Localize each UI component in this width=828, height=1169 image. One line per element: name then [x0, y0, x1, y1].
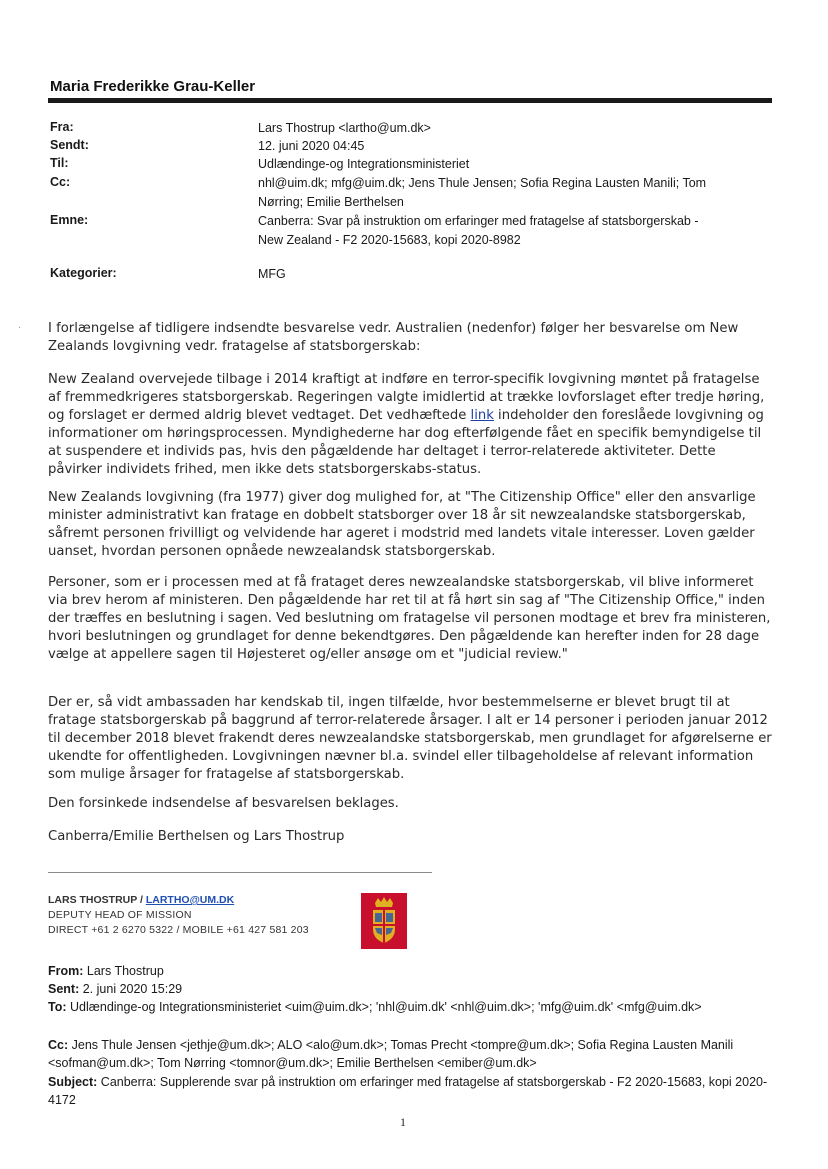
paragraph-text-after-link: indeholder den foreslåede lovgivning og informationer om høringsprocessen. Myndighederne har dog efterfølgende fået en specifik bemyndigelse til at suspendere et individs pas, hvis den pågældende har deltaget i terror-relaterede aktiviteter. Dette påvirker individets frihed, men ikke dets statsborgerskabs-status. — [48, 408, 764, 477]
fwd-subject — [48, 1073, 778, 1109]
fwd-to-label: To: — [48, 1000, 67, 1014]
fwd-sent-value: 2. juni 2020 15:29 — [82, 982, 183, 996]
fwd-from-label: From: — [48, 964, 84, 978]
fwd-from-value: Lars Thostrup — [86, 964, 164, 978]
categories-label: Kategorier: — [50, 266, 117, 280]
to-value: Udlændinge-og Integrationsministeriet — [258, 157, 470, 171]
header-divider — [48, 98, 772, 103]
categories-value: MFG — [258, 267, 286, 281]
from-value: Lars Thostrup <lartho@um.dk> — [258, 121, 431, 135]
fwd-sent-label: Sent: — [48, 982, 80, 996]
signature-divider — [48, 872, 432, 873]
from-label: Fra: — [50, 120, 74, 134]
attachment-link[interactable]: link — [470, 408, 494, 423]
signature-name-line — [48, 894, 234, 906]
to-label: Til: — [50, 156, 69, 170]
body-paragraph-3 — [48, 489, 772, 561]
subject-label: Emne: — [50, 213, 89, 227]
sent-value: 12. juni 2020 04:45 — [258, 139, 365, 153]
sent-label: Sendt: — [50, 138, 89, 152]
signature-phone: DIRECT +61 2 6270 5322 / MOBILE +61 427 581 203 — [48, 924, 309, 936]
signature-separator: / — [137, 894, 146, 906]
fwd-from — [48, 962, 778, 980]
fwd-to-value: Udlændinge-og Integrationsministeriet <uim@uim.dk>; 'nhl@uim.dk' <nhl@uim.dk>; 'mfg@uim.dk' <mfg@uim.dk> — [70, 1000, 702, 1014]
crest-cross-vertical — [383, 910, 385, 943]
paragraph-text: Den forsinkede indsendelse af besvarelsen beklages. — [48, 796, 399, 811]
fwd-cc-value: Jens Thule Jensen <jethje@um.dk>; ALO <alo@um.dk>; Tomas Precht <tompre@um.dk>; Sofia Regina Lausten Manili <sofman@um.dk>; Tom Nørring <tomnor@um.dk>; Emilie Berthelsen <emiber@um.dk> — [48, 1038, 734, 1070]
paragraph-text-before-link: New Zealand overvejede tilbage i 2014 kraftigt at indføre en terror-specifik lovgivning møntet på fratagelse af fremmedkrigeres statsborgerskab. Regeringen valgte imidlertid at trække lovforslaget efter tredje høring, og forslaget er dermed aldrig blevet vedtaget. Det vedhæftede — [48, 372, 765, 423]
crest-crown — [375, 897, 393, 907]
paragraph-text: I forlængelse af tidligere indsendte besvarelse vedr. Australien (nedenfor) følger her besvarelse om New Zealands lovgivning vedr. fratagelse af statsborgerskab: — [48, 321, 739, 354]
body-paragraph-6 — [48, 795, 772, 813]
body-paragraph-2 — [48, 371, 772, 479]
paragraph-text: Personer, som er i processen med at få frataget deres newzealandske statsborgerskab, vil blive informeret via brev herom af ministeren. Den pågældende har ret til at få hørt sin sag af "The Citizenship Office," inden der træffes en beslutning i sagen. Ved beslutning om fratagelse vil personen modtage et brev fra ministeren, hvori beslutningen og grundlaget for denne bekendtgøres. Den pågældende kan herefter inden for 28 dage vælge at appellere sagen til Højesteret og/eller ansøge om et "judicial review." — [48, 575, 771, 662]
crest-cross-horizontal — [373, 924, 395, 926]
subject-line-2: New Zealand - F2 2020-15683, kopi 2020-8982 — [258, 233, 521, 247]
subject-value — [258, 212, 758, 250]
paragraph-text: Canberra/Emilie Berthelsen og Lars Thostrup — [48, 829, 345, 844]
subject-line-1: Canberra: Svar på instruktion om erfaringer med fratagelse af statsborgerskab - — [258, 214, 699, 228]
body-paragraph-1 — [48, 320, 772, 356]
fwd-cc — [48, 1036, 778, 1072]
danish-crest-icon — [361, 893, 407, 949]
margin-mark: · — [18, 323, 22, 334]
cc-line-1: nhl@uim.dk; mfg@uim.dk; Jens Thule Jensen; Sofia Regina Lausten Manili; Tom — [258, 176, 707, 190]
mailbox-owner-name: Maria Frederikke Grau-Keller — [50, 78, 256, 95]
fwd-subject-value: Canberra: Supplerende svar på instruktion om erfaringer med fratagelse af statsborgerskab - F2 2020-15683, kopi 2020-4172 — [48, 1075, 768, 1107]
page-number: 1 — [400, 1115, 406, 1129]
fwd-to — [48, 998, 778, 1016]
signature-email-link[interactable]: LARTHO@UM.DK — [145, 894, 235, 906]
body-paragraph-5 — [48, 694, 772, 784]
cc-value — [258, 174, 758, 212]
cc-line-2: Nørring; Emilie Berthelsen — [258, 195, 404, 209]
body-paragraph-4 — [48, 574, 772, 664]
body-paragraph-7 — [48, 828, 772, 846]
cc-label: Cc: — [50, 175, 71, 189]
paragraph-text — [48, 371, 772, 479]
fwd-sent — [48, 980, 778, 998]
paragraph-text: Der er, så vidt ambassaden har kendskab til, ingen tilfælde, hvor bestemmelserne er blevet brugt til at fratage statsborgerskab på baggrund af terror-relaterede årsager. I alt er 14 personer i perioden januar 2012 til december 2018 blevet frakendt deres newzealandske statsborgerskab, men grundlaget for afgørelserne er ukendte for offentligheden. Lovgivningen nævner bl.a. svindel eller tilbageholdelse af relevant information som mulige årsager for fratagelse af statsborgerskab. — [48, 695, 772, 782]
fwd-subject-label: Subject: — [48, 1075, 98, 1089]
fwd-cc-label: Cc: — [48, 1038, 69, 1052]
signature-name: LARS THOSTRUP — [48, 894, 138, 906]
paragraph-text: New Zealands lovgivning (fra 1977) giver dog mulighed for, at "The Citizenship Office" eller den ansvarlige minister administrativt kan fratage en dobbelt statsborger over 18 år sit newzealandske statsborgerskab, såfremt personen frivilligt og velvidende har ageret i modstrid med landets vitale interesser. Loven gælder uanset, hvordan personen opnåede newzealandsk statsborgerskab. — [48, 490, 756, 559]
signature-title: DEPUTY HEAD OF MISSION — [48, 909, 192, 921]
